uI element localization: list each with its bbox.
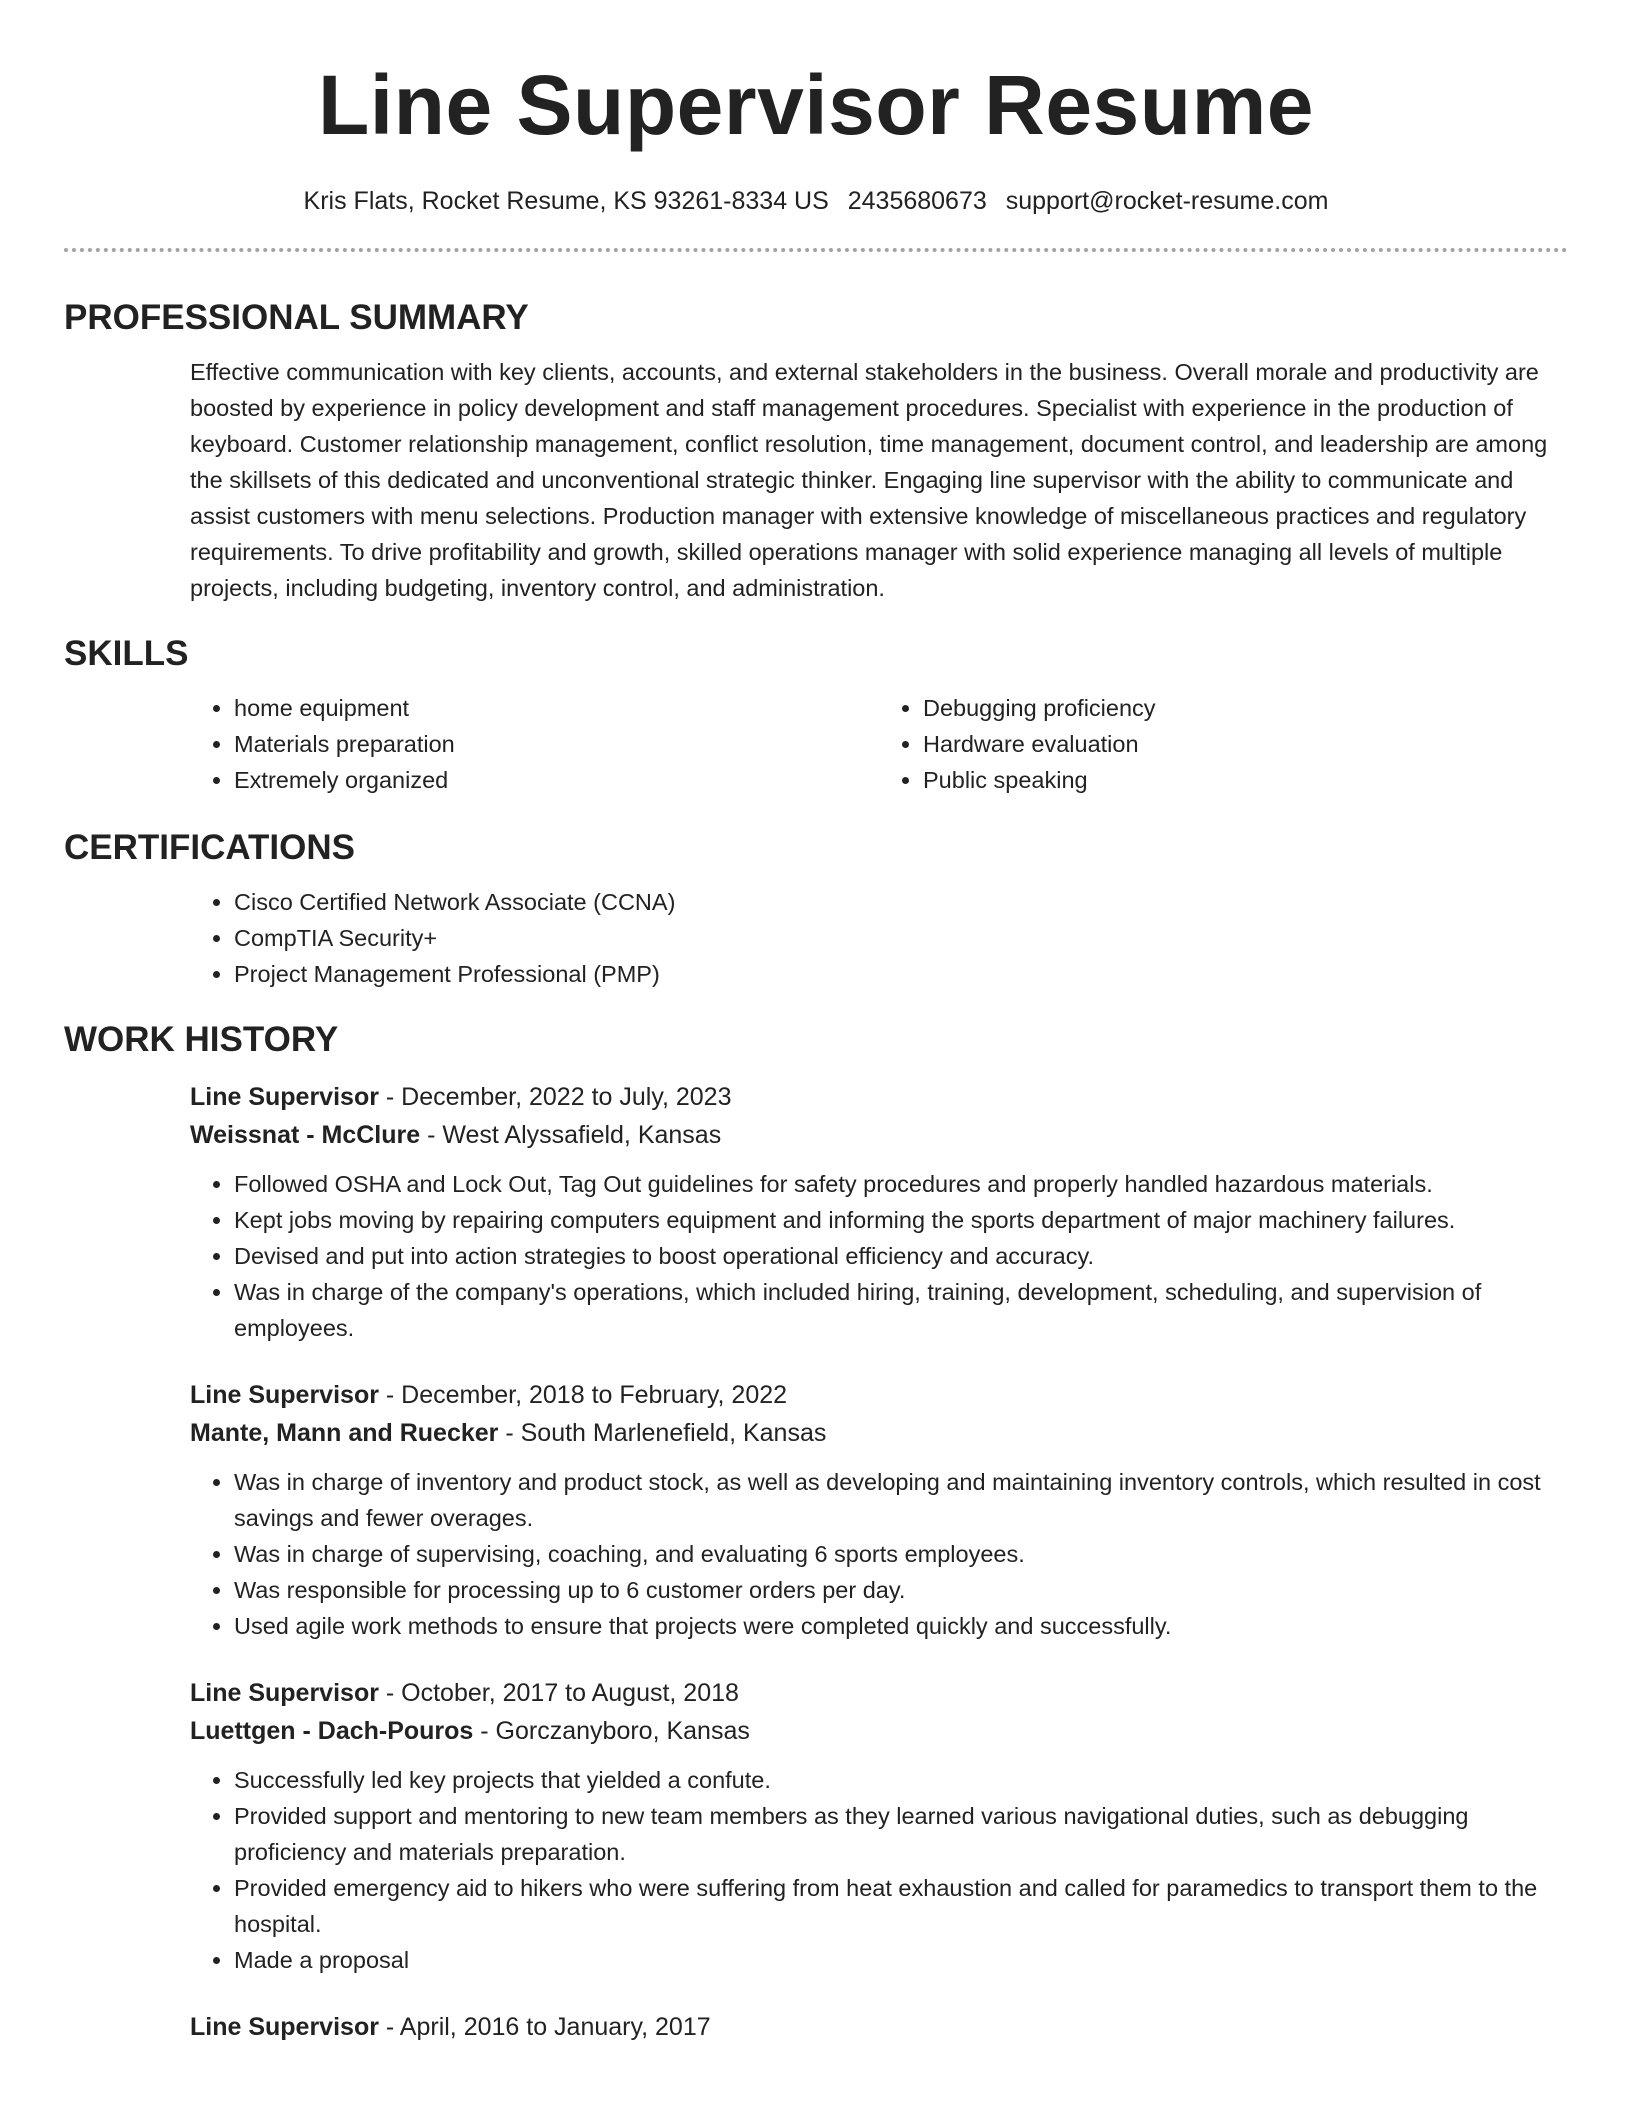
job-location: - West Alyssafield, Kansas — [420, 1121, 722, 1149]
job-entry — [190, 1674, 1568, 1978]
summary-heading: PROFESSIONAL SUMMARY — [64, 298, 529, 337]
skills-list-left — [190, 690, 879, 798]
certifications-heading: CERTIFICATIONS — [64, 828, 356, 867]
job-bullet: • Kept jobs moving by repairing computers equipment and informing the sports department of major machinery failures. — [234, 1202, 1568, 1238]
job-title: Line Supervisor — [190, 2013, 379, 2041]
job-company: Mante, Mann and Ruecker — [190, 1419, 499, 1447]
summary-body — [190, 354, 1568, 606]
job-title-line — [190, 2008, 1568, 2046]
job-entry — [190, 2008, 1568, 2046]
job-dates: - April, 2016 to January, 2017 — [378, 2013, 711, 2041]
skill-item: • Materials preparation — [234, 726, 879, 762]
skill-item: • Extremely organized — [234, 762, 879, 798]
job-title-line — [190, 1078, 1568, 1116]
contact-phone: 2435680673 — [847, 187, 987, 215]
certification-item: • CompTIA Security+ — [234, 920, 1568, 956]
skills-list-right — [879, 690, 1568, 798]
job-bullets — [190, 1762, 1568, 1978]
skill-item: • Hardware evaluation — [923, 726, 1568, 762]
page-title: Line Supervisor Resume — [318, 58, 1314, 152]
job-bullet: • Was in charge of supervising, coaching, and evaluating 6 sports employees. — [234, 1536, 1568, 1572]
skills-heading: SKILLS — [64, 634, 189, 673]
job-bullet: • Devised and put into action strategies to boost operational efficiency and accuracy. — [234, 1238, 1568, 1274]
job-entry — [190, 1376, 1568, 1644]
job-bullet: • Was in charge of inventory and product stock, as well as developing and maintaining inventory controls, which resulted in cost savings and fewer overages. — [234, 1464, 1568, 1536]
job-bullet: • Successfully led key projects that yielded a confute. — [234, 1762, 1568, 1798]
certification-item: • Project Management Professional (PMP) — [234, 956, 1568, 992]
job-location: - Gorczanyboro, Kansas — [473, 1717, 750, 1745]
work-history-section — [64, 1018, 1568, 2046]
job-title-line — [190, 1674, 1568, 1712]
job-location: - South Marlenefield, Kansas — [498, 1419, 827, 1447]
certifications-body — [190, 884, 1568, 992]
job-company: Weissnat - McClure — [190, 1121, 421, 1149]
job-entry — [190, 1078, 1568, 1346]
work-history-body — [190, 1078, 1568, 2046]
job-company-line — [190, 1712, 1568, 1750]
header-divider — [64, 248, 1568, 252]
job-bullet: • Used agile work methods to ensure that projects were completed quickly and successfully. — [234, 1608, 1568, 1644]
skill-item: • home equipment — [234, 690, 879, 726]
certification-item: • Cisco Certified Network Associate (CCNA) — [234, 884, 1568, 920]
contact-address: Kris Flats, Rocket Resume, KS 93261-8334 US — [303, 187, 829, 215]
certifications-list — [190, 884, 1568, 992]
skill-item: • Debugging proficiency — [923, 690, 1568, 726]
job-title-line — [190, 1376, 1568, 1414]
job-title: Line Supervisor — [190, 1381, 379, 1409]
job-title: Line Supervisor — [190, 1083, 379, 1111]
job-company-line — [190, 1414, 1568, 1452]
job-dates: - December, 2022 to July, 2023 — [378, 1083, 732, 1111]
job-title: Line Supervisor — [190, 1679, 379, 1707]
job-company-line — [190, 1116, 1568, 1154]
job-bullets — [190, 1464, 1568, 1644]
job-bullet: • Provided support and mentoring to new team members as they learned various navigational duties, such as debugging proficiency and materials preparation. — [234, 1798, 1568, 1870]
work-history-heading: WORK HISTORY — [64, 1020, 339, 1059]
certifications-section — [64, 826, 1568, 992]
contact-line — [64, 184, 1568, 218]
job-bullet: • Was responsible for processing up to 6 customer orders per day. — [234, 1572, 1568, 1608]
summary-text: Effective communication with key clients, accounts, and external stakeholders in the business. Overall morale and productivity are boosted by experience in policy development and staff management procedures. Specialist with experience in the production of keyboard. Customer relationship management, conflict resolution, time management, document control, and leadership are among the skillsets of this dedicated and unconventional strategic thinker. Engaging line supervisor with the ability to communicate and assist customers with menu selections. Production manager with extensive knowledge of miscellaneous practices and regulatory requirements. To drive profitability and growth, skilled operations manager with solid experience managing all levels of multiple projects, including budgeting, inventory control, and administration. — [190, 359, 1548, 601]
job-bullet: • Provided emergency aid to hikers who were suffering from heat exhaustion and called for paramedics to transport them to the hospital. — [234, 1870, 1568, 1942]
job-dates: - October, 2017 to August, 2018 — [378, 1679, 739, 1707]
job-company: Luettgen - Dach-Pouros — [190, 1717, 474, 1745]
job-bullet: • Made a proposal — [234, 1942, 1568, 1978]
summary-section — [64, 296, 1568, 606]
job-bullets — [190, 1166, 1568, 1346]
skills-section — [64, 632, 1568, 798]
contact-email: support@rocket-resume.com — [1005, 187, 1329, 215]
job-dates: - December, 2018 to February, 2022 — [378, 1381, 788, 1409]
job-bullet: • Followed OSHA and Lock Out, Tag Out guidelines for safety procedures and properly handled hazardous materials. — [234, 1166, 1568, 1202]
skills-grid — [190, 690, 1568, 798]
job-bullet: • Was in charge of the company's operations, which included hiring, training, development, scheduling, and supervision of employees. — [234, 1274, 1568, 1346]
skill-item: • Public speaking — [923, 762, 1568, 798]
